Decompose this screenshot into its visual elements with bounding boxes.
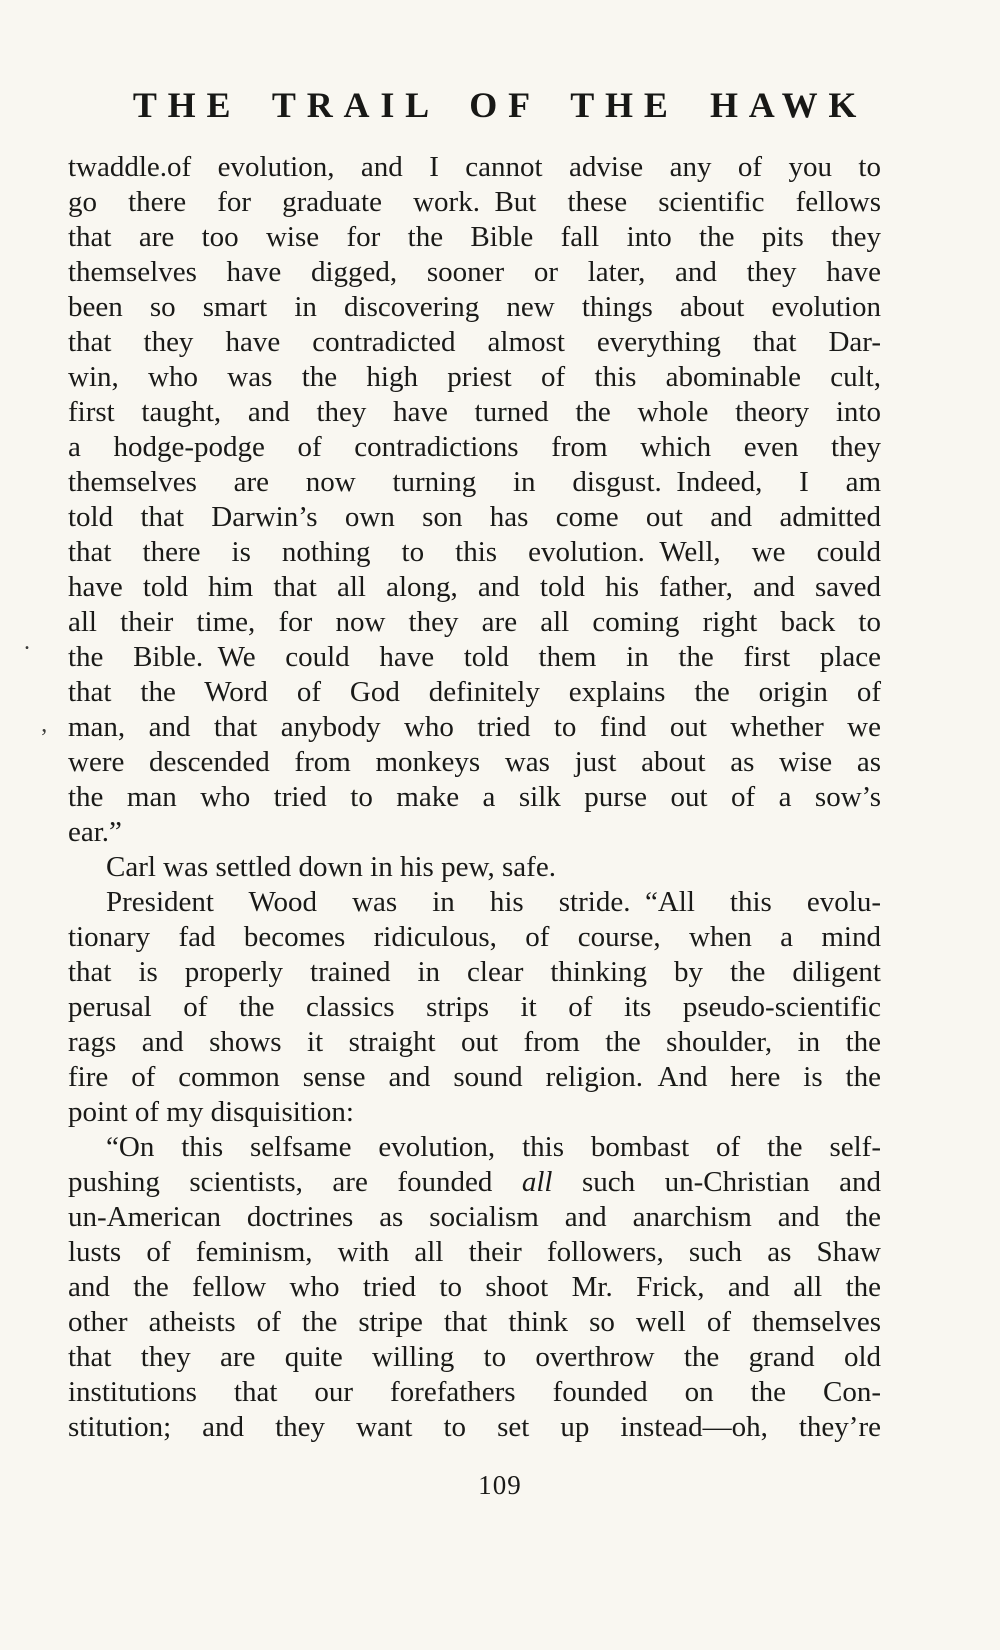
text-line: were descended from monkeys was just about as wise as bbox=[68, 746, 881, 778]
plain-text: such un-Christian and bbox=[552, 1166, 881, 1198]
text-line: man, and that anybody who tried to find out whether we bbox=[68, 711, 881, 743]
body-text bbox=[68, 150, 881, 1445]
text-line: “On this selfsame evolution, this bombast of the self- bbox=[106, 1131, 881, 1163]
margin-mark: . bbox=[24, 629, 30, 655]
text-line: been so smart in discovering new things about evolution bbox=[68, 291, 881, 323]
text-line: that they are quite willing to overthrow the grand old bbox=[68, 1341, 881, 1373]
text-line: all their time, for now they are all coming right back to bbox=[68, 606, 881, 638]
margin-mark: ’ bbox=[40, 725, 48, 751]
text-line: that are too wise for the Bible fall into the pits they bbox=[68, 221, 881, 253]
text-line: lusts of feminism, with all their followers, such as Shaw bbox=[68, 1236, 881, 1268]
text-line: the Bible. We could have told them in the first place bbox=[68, 641, 881, 673]
page-number: 109 bbox=[478, 1470, 522, 1500]
text-line: themselves are now turning in disgust. Indeed, I am bbox=[68, 466, 881, 498]
text-line: a hodge-podge of contradictions from which even they bbox=[68, 431, 881, 463]
text-line: President Wood was in his stride. “All this evolu- bbox=[106, 886, 881, 918]
text-line: themselves have digged, sooner or later, and they have bbox=[68, 256, 881, 288]
text-line: stitution; and they want to set up instead—oh, they’re bbox=[68, 1411, 881, 1443]
text-line: first taught, and they have turned the whole theory into bbox=[68, 396, 881, 428]
italic-text: all bbox=[521, 1166, 553, 1198]
text-line: ear.” bbox=[68, 816, 122, 848]
text-line: tionary fad becomes ridiculous, of course, when a mind bbox=[68, 921, 881, 953]
text-line: perusal of the classics strips it of its pseudo-scientific bbox=[68, 991, 881, 1023]
text-line: un-American doctrines as socialism and anarchism and the bbox=[68, 1201, 881, 1233]
plain-text: pushing scientists, are founded bbox=[68, 1166, 522, 1198]
text-line: twaddle.of evolution, and I cannot advise any of you to bbox=[68, 151, 881, 183]
text-line: that the Word of God definitely explains the origin of bbox=[68, 676, 881, 708]
paragraph bbox=[68, 885, 881, 1130]
text-line: win, who was the high priest of this abominable cult, bbox=[68, 361, 881, 393]
text-line: go there for graduate work. But these scientific fellows bbox=[68, 186, 881, 218]
text-line: that is properly trained in clear thinking by the diligent bbox=[68, 956, 881, 988]
text-line: that there is nothing to this evolution. Well, we could bbox=[68, 536, 881, 568]
text-line: fire of common sense and sound religion. And here is the bbox=[68, 1061, 881, 1093]
paragraph bbox=[68, 150, 881, 850]
text-line: the man who tried to make a silk purse out of a sow’s bbox=[68, 781, 881, 813]
text-line: point of my disquisition: bbox=[68, 1096, 354, 1128]
text-line bbox=[68, 1165, 881, 1200]
text-line: institutions that our forefathers founded on the Con- bbox=[68, 1376, 881, 1408]
text-line: rags and shows it straight out from the shoulder, in the bbox=[68, 1026, 881, 1058]
text-line: other atheists of the stripe that think so well of themselves bbox=[68, 1306, 881, 1338]
page-title: THE TRAIL OF THE HAWK bbox=[132, 85, 868, 125]
paragraph bbox=[68, 1130, 881, 1445]
text-line: that they have contradicted almost everything that Dar- bbox=[68, 326, 881, 358]
text-line: told that Darwin’s own son has come out and admitted bbox=[68, 501, 881, 533]
paragraph bbox=[68, 850, 881, 885]
text-line: Carl was settled down in his pew, safe. bbox=[106, 851, 556, 883]
text-line: and the fellow who tried to shoot Mr. Frick, and all the bbox=[68, 1271, 881, 1303]
text-line: have told him that all along, and told his father, and saved bbox=[68, 571, 881, 603]
